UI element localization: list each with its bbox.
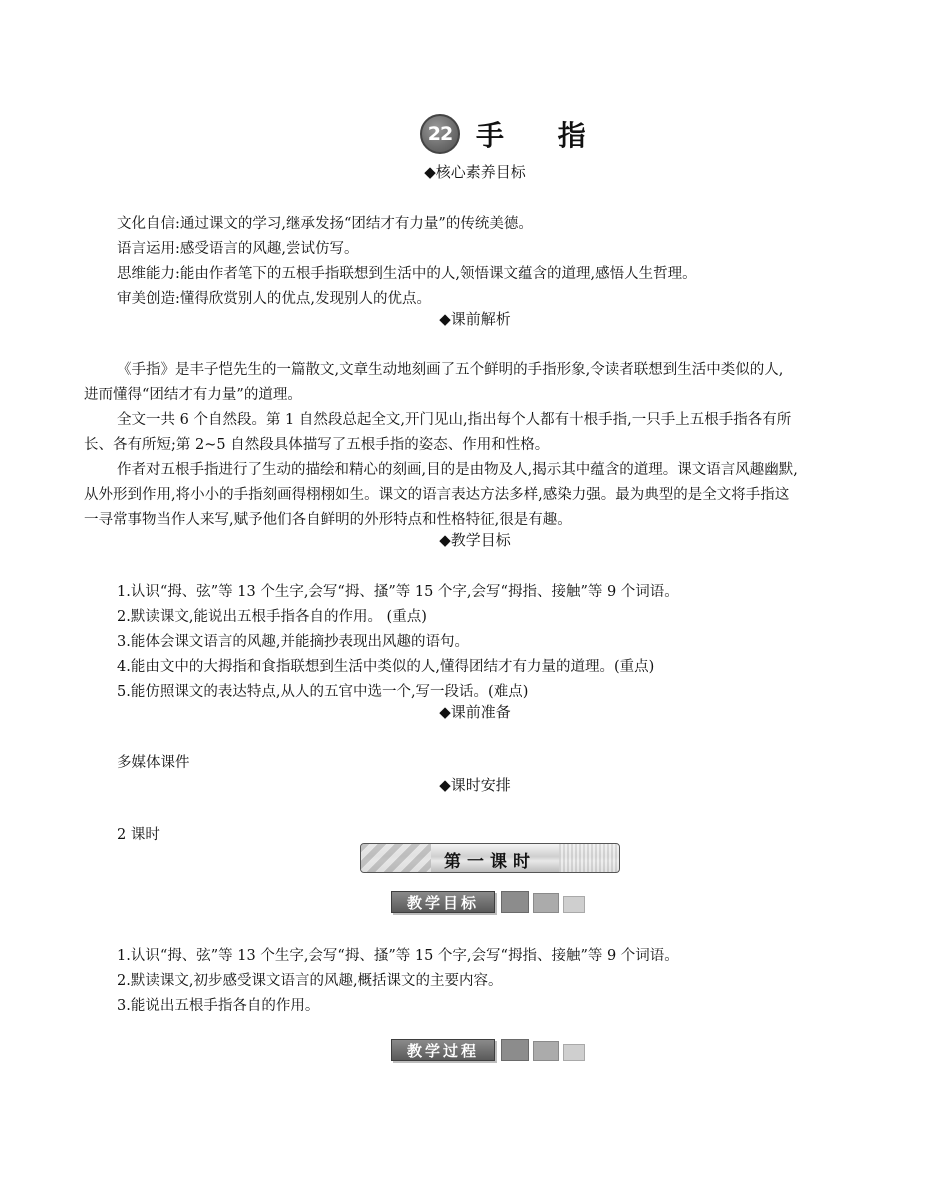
section-core-goals: ◆核心素养目标 (424, 163, 526, 181)
analysis-line: 进而懂得“团结才有力量”的道理。 (84, 387, 302, 403)
first-lesson-goal-line: 3.能说出五根手指各自的作用。 (117, 998, 320, 1014)
teaching-goal-line: 2.默读课文,能说出五根手指各自的作用。 (重点) (117, 609, 427, 625)
analysis-line: 作者对五根手指进行了生动的描绘和精心的刻画,目的是由物及人,揭示其中蕴含的道理。课文语言风趣幽默, (117, 462, 798, 478)
section-teaching-goals: ◆教学目标 (439, 531, 511, 549)
tag-teaching-process-label: 教学过程 (391, 1039, 495, 1061)
teaching-goal-line: 1.认识“拇、弦”等 13 个生字,会写“拇、搔”等 15 个字,会写“拇指、接触”等 9 个词语。 (117, 584, 679, 600)
analysis-line: 全文一共 6 个自然段。第 1 自然段总起全文,开门见山,指出每个人都有十根手指,一只手上五根手指各有所 (117, 412, 792, 428)
core-goal-line: 语言运用:感受语言的风趣,尝试仿写。 (117, 241, 359, 257)
analysis-line: 《手指》是丰子恺先生的一篇散文,文章生动地刻画了五个鲜明的手指形象,令读者联想到生活中类似的人, (117, 362, 784, 378)
lesson-number: 22 (427, 123, 453, 145)
teaching-goal-line: 4.能由文中的大拇指和食指联想到生活中类似的人,懂得团结才有力量的道理。(重点) (117, 659, 655, 675)
core-goal-line: 审美创造:懂得欣赏别人的优点,发现别人的优点。 (117, 291, 431, 307)
analysis-line: 长、各有所短;第 2~5 自然段具体描写了五根手指的姿态、作用和性格。 (84, 437, 550, 453)
analysis-line: 一寻常事物当作人来写,赋予他们各自鲜明的外形特点和性格特征,很是有趣。 (84, 512, 572, 528)
tag-square-decoration (501, 891, 529, 913)
schedule-text: 2 课时 (117, 827, 160, 843)
lesson-title (420, 112, 608, 156)
first-lesson-goal-line: 1.认识“拇、弦”等 13 个生字,会写“拇、搔”等 15 个字,会写“拇指、接触”等 9 个词语。 (117, 948, 679, 964)
first-lesson-banner-label: 第一课时 (444, 852, 536, 872)
first-lesson-goal-line: 2.默读课文,初步感受课文语言的风趣,概括课文的主要内容。 (117, 973, 503, 989)
tag-square-decoration (533, 893, 559, 913)
tag-square-decoration (563, 1044, 585, 1061)
first-lesson-banner (360, 843, 620, 873)
page-title: 手 指 (476, 119, 608, 152)
section-schedule: ◆课时安排 (439, 776, 511, 794)
preparation-text: 多媒体课件 (117, 755, 190, 771)
tag-teaching-goals-label: 教学目标 (391, 891, 495, 913)
tag-teaching-goals (391, 891, 585, 913)
tag-square-decoration (563, 896, 585, 913)
core-goal-line: 文化自信:通过课文的学习,继承发扬“团结才有力量”的传统美德。 (117, 216, 533, 232)
core-goal-line: 思维能力:能由作者笔下的五根手指联想到生活中的人,领悟课文蕴含的道理,感悟人生哲理。 (117, 266, 697, 282)
lesson-number-badge (420, 114, 460, 154)
tag-teaching-process (391, 1039, 585, 1061)
section-pre-analysis: ◆课前解析 (439, 310, 511, 328)
teaching-goal-line: 5.能仿照课文的表达特点,从人的五官中选一个,写一段话。(难点) (117, 684, 529, 700)
analysis-line: 从外形到作用,将小小的手指刻画得栩栩如生。课文的语言表达方法多样,感染力强。最为典型的是全文将手指这 (84, 487, 790, 503)
tag-square-decoration (533, 1041, 559, 1061)
tag-square-decoration (501, 1039, 529, 1061)
section-preparation: ◆课前准备 (439, 703, 511, 721)
teaching-goal-line: 3.能体会课文语言的风趣,并能摘抄表现出风趣的语句。 (117, 634, 469, 650)
